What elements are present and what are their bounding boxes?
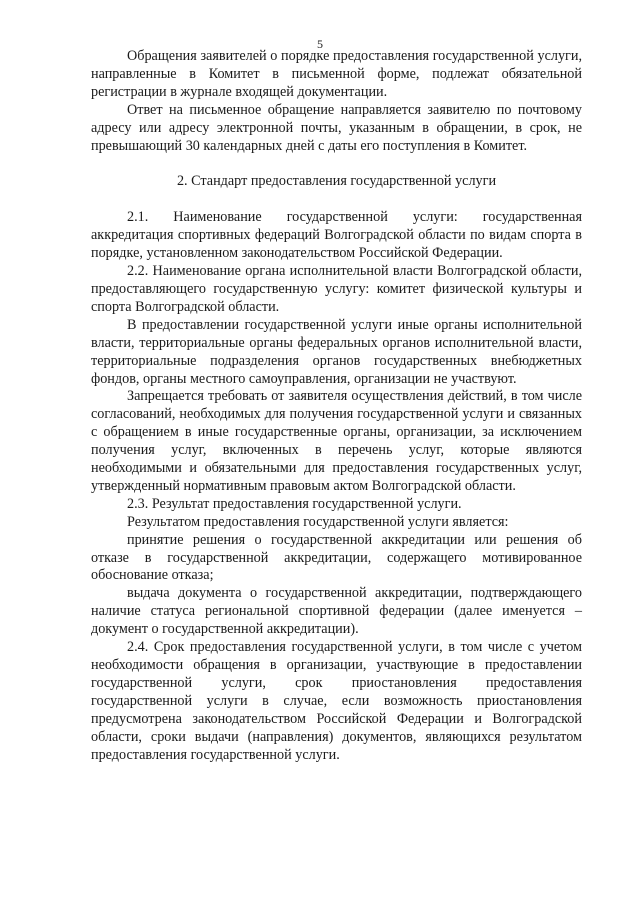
section-heading: 2. Стандарт предоставления государственной услуги <box>176 173 497 190</box>
document-body <box>91 48 582 764</box>
paragraph-2-4-term: 2.4. Срок предоставления государственной услуги, в том числе с учетом необходимости обращения в организации, участвующие в предоставлении государственной услуги, срок приостановления предоставления государственной услуги в случае, если возможность приостановления предусмотрена законодательством Российской Федерации и Волгоградской области, сроки выдачи (направления) документов, являющихся результатом предоставления государственной услуги. <box>91 639 582 763</box>
paragraph-result-intro: Результатом предоставления государственной услуги является: <box>127 513 509 530</box>
paragraph-appeal-registration: Обращения заявителей о порядке предоставления государственной услуги, направленные в Комитет в письменной форме, подлежат обязательной регистрации в журнале входящей документации. <box>91 48 582 100</box>
paragraph-result-document: выдача документа о государственной аккредитации, подтверждающего наличие статуса региональной спортивной федерации (далее именуется – документ о государственной аккредитации). <box>91 585 582 638</box>
paragraph-result-decision: принятие решения о государственной аккредитации или решения об отказе в государственной аккредитации, содержащего мотивированное обоснование отказа; <box>91 531 582 584</box>
paragraph-2-1-service-name: 2.1. Наименование государственной услуги: государственная аккредитация спортивных федераций Волгоградской области по видам спорта в порядке, установленном законодательством Российской Федерации. <box>91 209 582 262</box>
paragraph-other-bodies: В предоставлении государственной услуги иные органы исполнительной власти, территориальные органы федеральных органов исполнительной власти, территориальные подразделения органов государственных внебюджетных фондов, органы местного самоуправления, организации не участвуют. <box>91 316 582 387</box>
paragraph-2-2-authority-name: 2.2. Наименование органа исполнительной власти Волгоградской области, предоставляющего государственную услугу: комитет физической культуры и спорта Волгоградской области. <box>91 263 582 315</box>
paragraph-appeal-response: Ответ на письменное обращение направляется заявителю по почтовому адресу или адресу электронной почты, указанным в обращении, в срок, не превышающий 30 календарных дней с даты его поступления в Комитет. <box>91 101 582 154</box>
paragraph-prohibition: Запрещается требовать от заявителя осуществления действий, в том числе согласований, необходимых для получения государственной услуги и связанных с обращением в иные государственные органы, организации, за исключением получения услуг, включенных в перечень услуг, которые являются необходимыми и обязательными для предоставления государственных услуг, утвержденный нормативным правовым актом Волгоградской области. <box>91 388 582 494</box>
paragraph-2-3-result-title: 2.3. Результат предоставления государственной услуги. <box>127 495 462 512</box>
page-number: 5 <box>317 37 323 51</box>
